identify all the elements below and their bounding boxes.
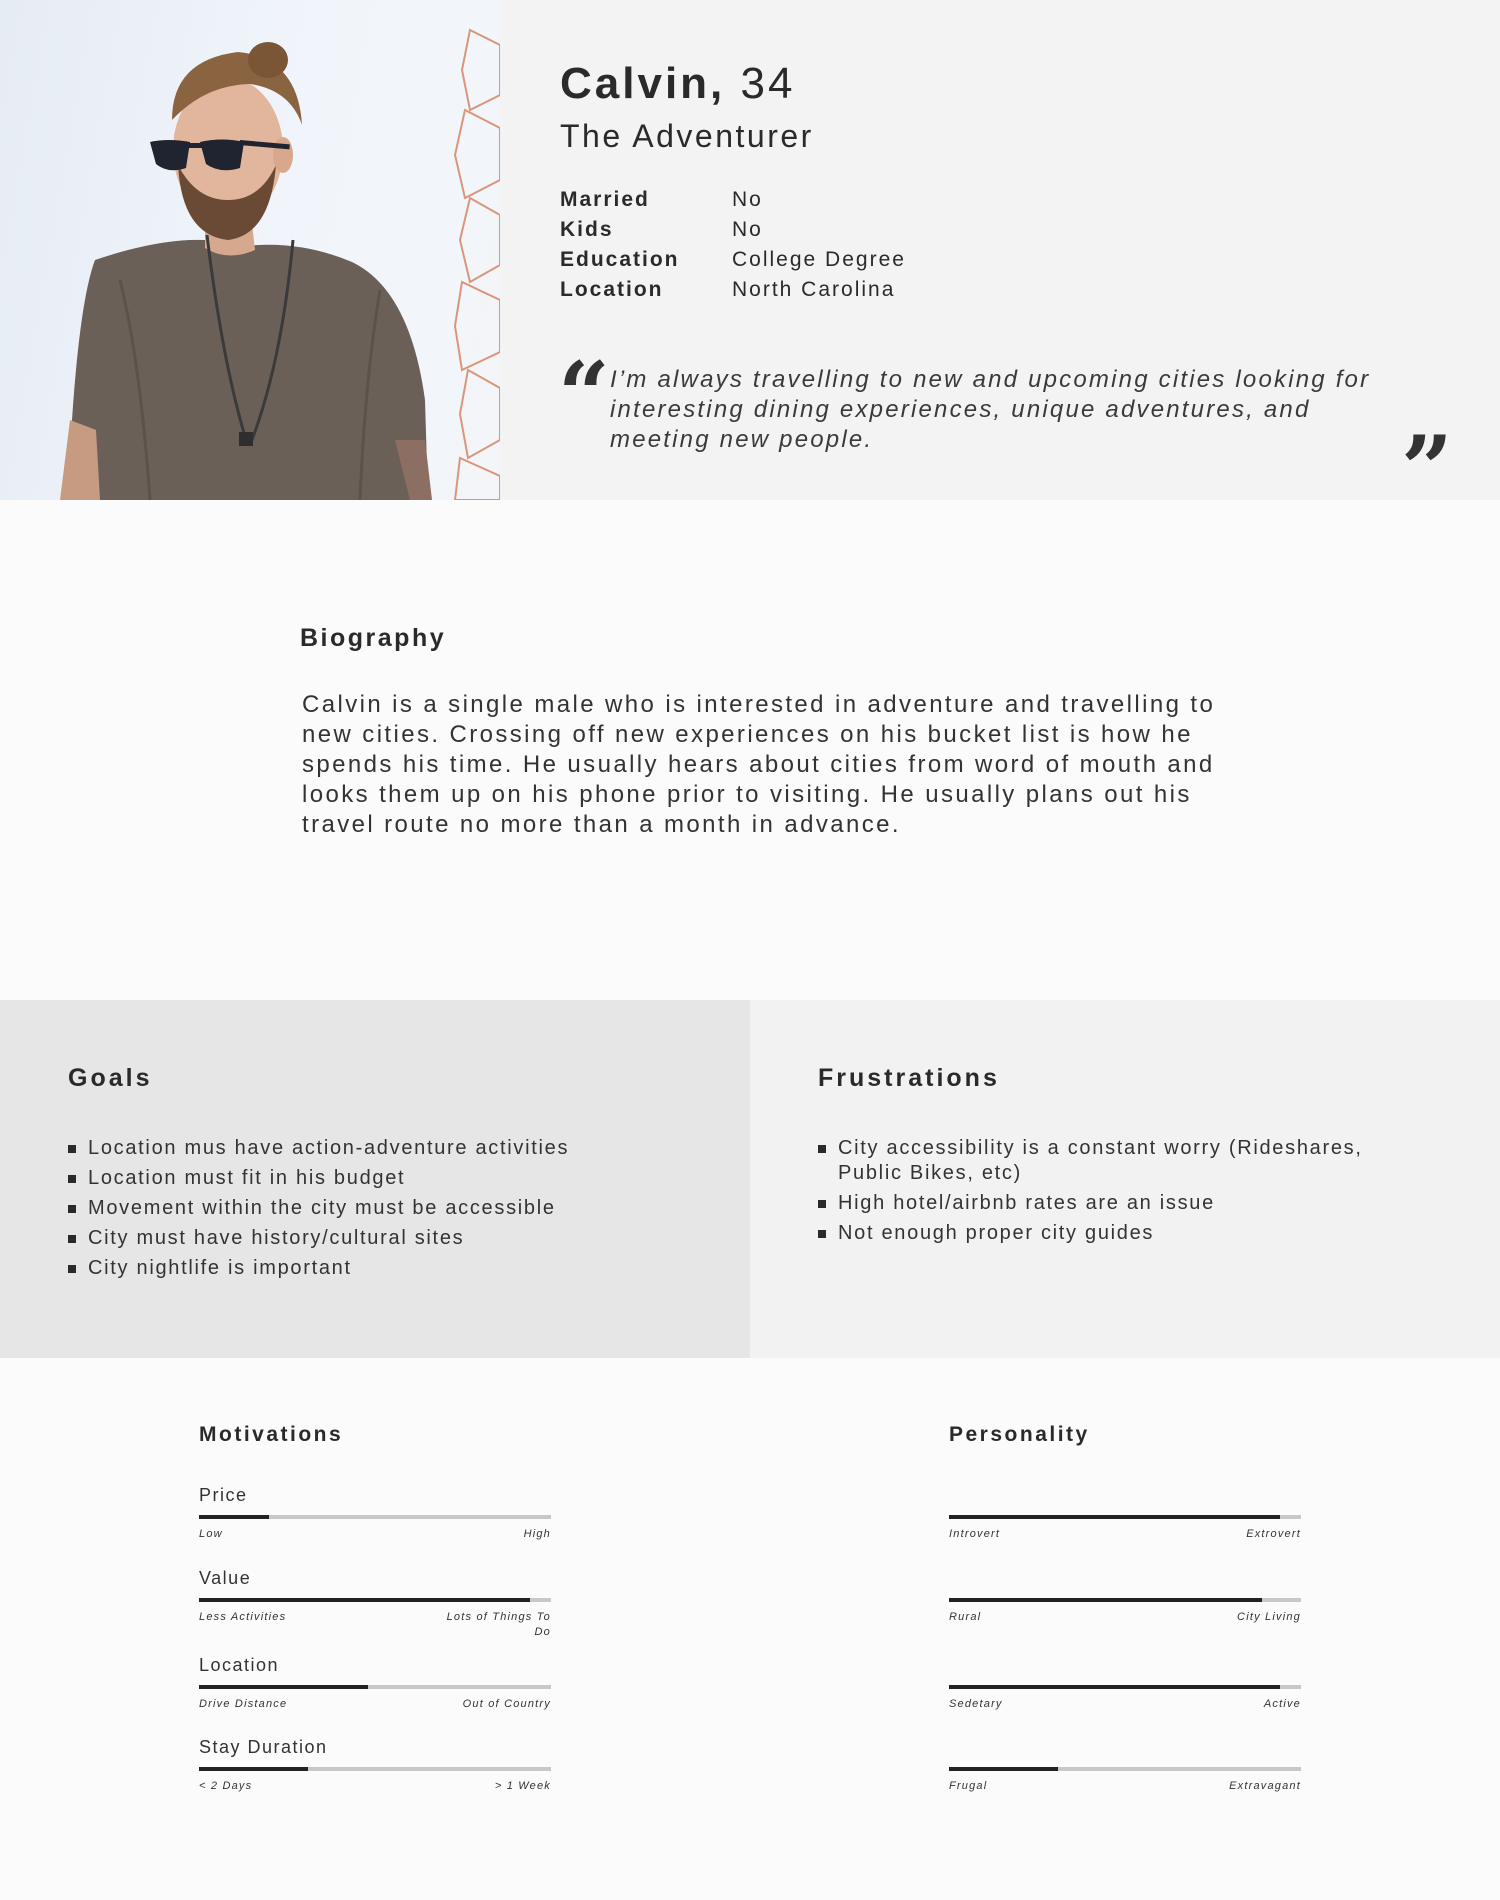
- slider-fill: [199, 1515, 269, 1519]
- frustration-item: Not enough proper city guides: [818, 1221, 1378, 1246]
- slider-fill: [199, 1767, 308, 1771]
- goals-list: [68, 1136, 708, 1286]
- slider-low-label: Sedetary: [949, 1698, 1003, 1710]
- slider-track: [949, 1767, 1301, 1771]
- slider-track: [949, 1515, 1301, 1519]
- slider-label: Price: [199, 1485, 248, 1505]
- frustrations-title: Frustrations: [818, 1064, 1000, 1092]
- slider-track: [949, 1685, 1301, 1689]
- close-quote-icon: ”: [1401, 416, 1453, 522]
- slider-fill: [949, 1767, 1058, 1771]
- slider-high-label: Active: [1263, 1698, 1301, 1710]
- persona-age: 34: [740, 59, 796, 108]
- fact-label: Education: [560, 248, 680, 271]
- slider-fill: [199, 1685, 368, 1689]
- persona-name: Calvin,: [560, 59, 726, 108]
- slider-high-label: City Living: [1237, 1611, 1301, 1623]
- slider-fill: [949, 1598, 1262, 1602]
- slider-label: Value: [199, 1568, 252, 1588]
- fact-value: College Degree: [732, 248, 906, 271]
- frustrations-list: [818, 1136, 1378, 1251]
- slider-fill: [949, 1685, 1280, 1689]
- goal-item: Location must fit in his budget: [68, 1166, 708, 1191]
- slider-low-label: Less Activities: [199, 1611, 287, 1623]
- goal-item: City must have history/cultural sites: [68, 1226, 708, 1251]
- slider-high-label: Extravagant: [1229, 1780, 1301, 1792]
- slider-high-label: Lots of Things To Do: [446, 1611, 551, 1638]
- slider-low-label: Introvert: [949, 1528, 1001, 1540]
- frustration-item: High hotel/airbnb rates are an issue: [818, 1191, 1378, 1216]
- goal-item: Location mus have action-adventure activities: [68, 1136, 708, 1161]
- slider-label: Stay Duration: [199, 1737, 328, 1757]
- slider-track: [199, 1767, 551, 1771]
- slider-fill: [949, 1515, 1280, 1519]
- slider-track: [199, 1598, 551, 1602]
- slider-low-label: Drive Distance: [199, 1698, 288, 1710]
- fact-value: No: [732, 188, 763, 211]
- open-quote-icon: “: [558, 342, 610, 448]
- personality-title: Personality: [949, 1423, 1090, 1446]
- slider-low-label: < 2 Days: [199, 1780, 253, 1792]
- slider-low-label: Frugal: [949, 1780, 988, 1792]
- motivations-title: Motivations: [199, 1423, 344, 1446]
- slider-fill: [199, 1598, 530, 1602]
- biography-title: Biography: [300, 624, 447, 652]
- slider-track: [199, 1685, 551, 1689]
- slider-low-label: Rural: [949, 1611, 982, 1623]
- goals-panel: [0, 1000, 750, 1358]
- slider-track: [949, 1598, 1301, 1602]
- goal-item: City nightlife is important: [68, 1256, 708, 1281]
- slider-track: [199, 1515, 551, 1519]
- fact-value: No: [732, 218, 763, 241]
- slider-label: Location: [199, 1655, 280, 1675]
- persona-quote: I’m always travelling to new and upcoming cities looking for interesting dining experiences, unique adventures, and meeting new people.: [610, 366, 1371, 453]
- slider-low-label: Low: [199, 1528, 223, 1540]
- fact-label: Kids: [560, 218, 614, 241]
- persona-photo: [0, 0, 500, 500]
- persona-name-line: [560, 56, 795, 112]
- goal-item: Movement within the city must be accessible: [68, 1196, 708, 1221]
- slider-high-label: > 1 Week: [494, 1780, 551, 1792]
- goals-title: Goals: [68, 1064, 153, 1092]
- frustration-item: City accessibility is a constant worry (Rideshares, Public Bikes, etc): [818, 1136, 1378, 1186]
- biography-text: Calvin is a single male who is interested in adventure and travelling to new cities. Crossing off new experiences on his bucket list is how he spends his time. He usually hears about cities from word of mouth and looks them up on his phone prior to visiting. He usually plans out his travel route no more than a month in advance.: [302, 691, 1216, 838]
- slider-high-label: Extrovert: [1246, 1528, 1301, 1540]
- slider-high-label: High: [523, 1528, 551, 1540]
- frustrations-panel: [750, 1000, 1500, 1358]
- slider-high-label: Out of Country: [462, 1698, 551, 1710]
- fact-label: Married: [560, 188, 650, 211]
- fact-value: North Carolina: [732, 278, 896, 301]
- persona-archetype: The Adventurer: [560, 118, 814, 154]
- fact-label: Location: [560, 278, 664, 301]
